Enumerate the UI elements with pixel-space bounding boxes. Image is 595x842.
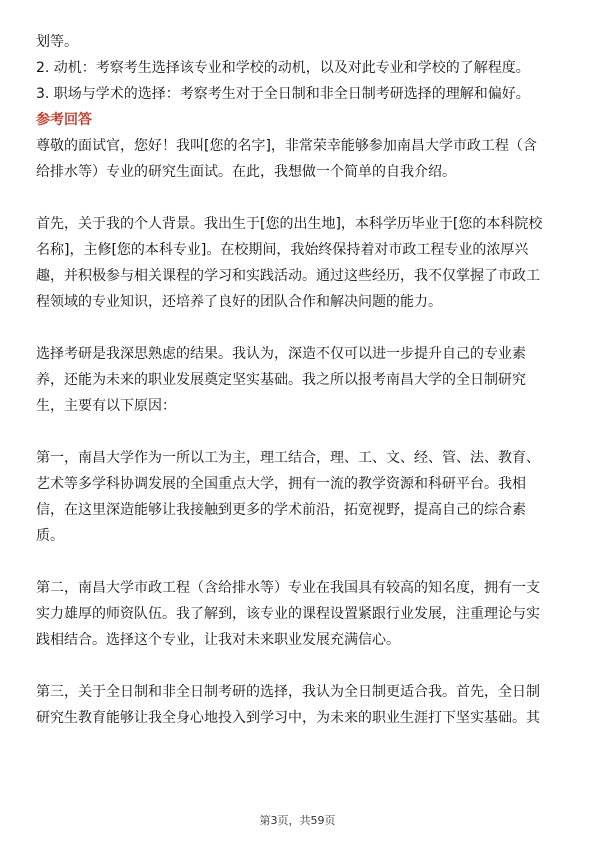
paragraph-line: 养，还能为未来的职业发展奠定坚实基础。我之所以报考南昌大学的全日制研究 xyxy=(36,372,526,388)
paragraph-line: 第三，关于全日制和非全日制考研的选择，我认为全日制更适合我。首先，全日制 xyxy=(36,684,540,700)
intro-line: 2. 动机：考察考生选择该专业和学校的动机，以及对此专业和学校的了解程度。 xyxy=(36,60,530,76)
paragraph-line: 践相结合。选择这个专业，让我对未来职业发展充满信心。 xyxy=(36,632,400,648)
paragraph-line: 实力雄厚的师资队伍。我了解到，该专业的课程设置紧跟行业发展，注重理论与实 xyxy=(36,606,540,622)
paragraph-line: 首先，关于我的个人背景。我出生于[您的出生地]，本科学历毕业于[您的本科院校 xyxy=(36,216,543,232)
page-content xyxy=(36,29,561,731)
paragraph xyxy=(36,575,561,653)
intro-list xyxy=(36,29,561,107)
paragraph-line: 生，主要有以下原因： xyxy=(36,398,176,414)
intro-line: 划等。 xyxy=(36,34,78,50)
paragraph-line: 质。 xyxy=(36,528,64,544)
paragraph-line: 选择考研是我深思熟虑的结果。我认为，深造不仅可以进一步提升自己的专业素 xyxy=(36,346,526,362)
paragraph-line: 第二，南昌大学市政工程（含给排水等）专业在我国具有较高的知名度，拥有一支 xyxy=(36,580,540,596)
section-heading: 参考回答 xyxy=(36,112,92,128)
paragraph xyxy=(36,341,561,419)
paragraph-line: 名称]，主修[您的本科专业]。在校期间，我始终保持着对市政工程专业的浓厚兴 xyxy=(36,242,529,258)
paragraph xyxy=(36,679,561,731)
paragraph-line: 信，在这里深造能够让我接触到更多的学术前沿，拓宽视野，提高自己的综合素 xyxy=(36,502,526,518)
page-footer: 第3页，共59页 xyxy=(259,814,336,827)
paragraph-line: 给排水等）专业的研究生面试。在此，我想做一个简单的自我介绍。 xyxy=(36,164,456,180)
paragraph-line: 艺术等多学科协调发展的全国重点大学，拥有一流的教学资源和科研平台。我相 xyxy=(36,476,526,492)
paragraph xyxy=(36,133,561,185)
paragraph-line: 研究生教育能够让我全身心地投入到学习中，为未来的职业生涯打下坚实基础。其 xyxy=(36,710,540,726)
paragraph-line: 第一，南昌大学作为一所以工为主，理工结合，理、工、文、经、管、法、教育、 xyxy=(36,450,540,466)
paragraph-line: 程领域的专业知识，还培养了良好的团队合作和解决问题的能力。 xyxy=(36,294,442,310)
paragraph-line: 尊敬的面试官，您好！我叫[您的名字]，非常荣幸能够参加南昌大学市政工程（含 xyxy=(36,138,537,154)
paragraph xyxy=(36,211,561,315)
intro-line: 3. 职场与学术的选择：考察考生对于全日制和非全日制考研选择的理解和偏好。 xyxy=(36,86,530,102)
paragraph-line: 趣，并积极参与相关课程的学习和实践活动。通过这些经历，我不仅掌握了市政工 xyxy=(36,268,540,284)
paragraph xyxy=(36,445,561,549)
